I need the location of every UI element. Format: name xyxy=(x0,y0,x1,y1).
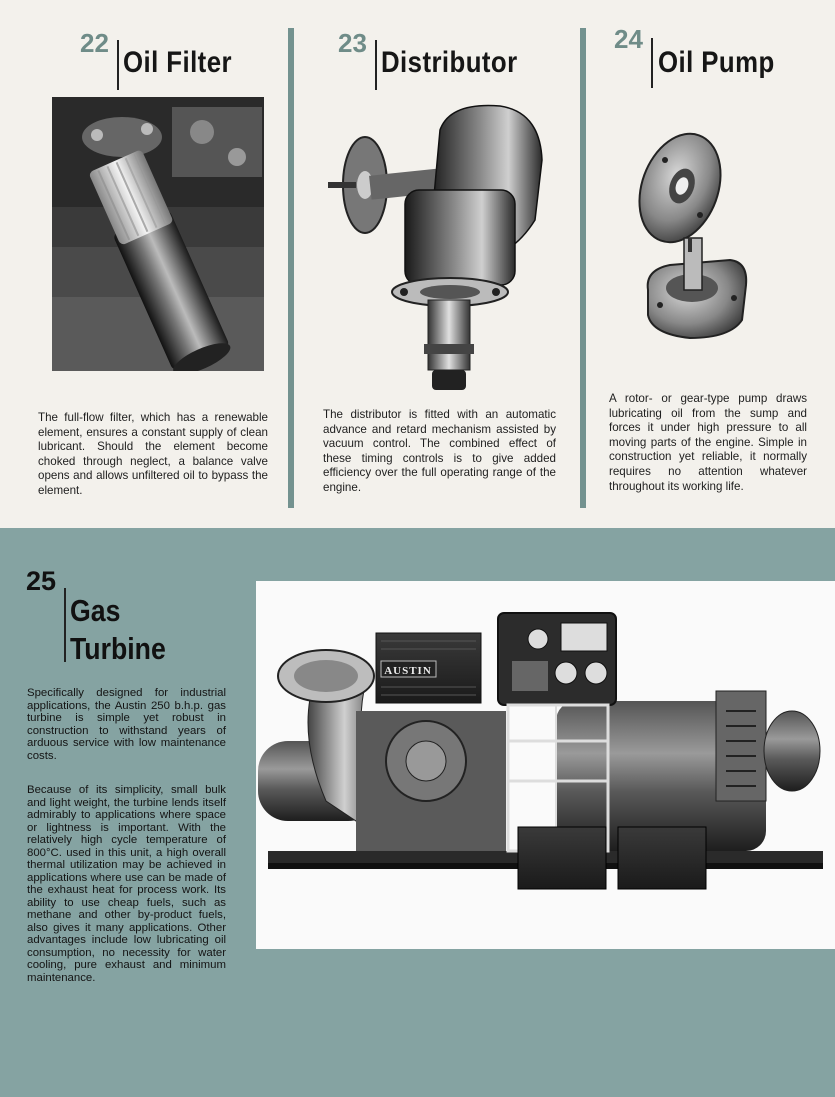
section-number: 23 xyxy=(338,28,367,58)
turbine-intro: Specifically designed for industrial applications, the Austin 250 b.h.p. gas turbine is simple yet robust in construction to withstand years of arduous service with low maintenance costs. xyxy=(27,687,226,762)
section-title: Oil Pump xyxy=(658,46,775,79)
section-title: Distributor xyxy=(381,46,518,79)
oil-filter-photo xyxy=(52,97,264,371)
heading-rule xyxy=(651,38,653,88)
section-title xyxy=(70,592,166,668)
section-body: The distributor is fitted with an automatic advance and retard mechanism assisted by vacuum control. The combined effect of these timing controls is to give added efficiency over the full operating range of the engine. xyxy=(323,408,556,494)
section-number: 24 xyxy=(614,24,643,54)
section-number: 22 xyxy=(80,28,109,58)
title-line: Gas xyxy=(70,593,121,628)
section-number: 25 xyxy=(26,566,57,596)
column-divider-1 xyxy=(288,28,294,508)
heading-rule xyxy=(64,588,66,662)
section-body: A rotor- or gear-type pump draws lubricating oil from the sump and forces it under high pressure to all moving parts of the engine. Simple in construction yet reliable, it normally requires no attention whatever throughout its working life. xyxy=(609,392,807,493)
section-title: Oil Filter xyxy=(123,46,232,79)
heading-rule xyxy=(375,40,377,90)
gas-turbine-photo xyxy=(256,581,835,949)
heading-rule xyxy=(117,40,119,90)
distributor-photo xyxy=(320,100,555,400)
austin-plate: AUSTIN xyxy=(384,665,432,677)
section-body: The full-flow filter, which has a renewable element, ensures a constant supply of clean lubricant. Should the element become choked through neglect, a balance valve opens and allows unfiltered oil to bypass the element. xyxy=(38,411,268,497)
column-divider-2 xyxy=(580,28,586,508)
turbine-details: Because of its simplicity, small bulk and light weight, the turbine lends itself admirably to applications where space or lightness is important. With the relatively high cycle temperature of 800°C. used in this unit, a high overall thermal utilization may be achieved in applications where use can be made of the exhaust heat for process work. Its ability to use cheap fuels, such as methane and other by-product fuels, also gives it many applications. Other advantages include low lubricating oil consumption, no necessity for water cooling, pure exhaust and minimum maintenance. xyxy=(27,784,226,984)
title-line: Turbine xyxy=(70,631,166,666)
oil-pump-photo xyxy=(630,120,760,350)
